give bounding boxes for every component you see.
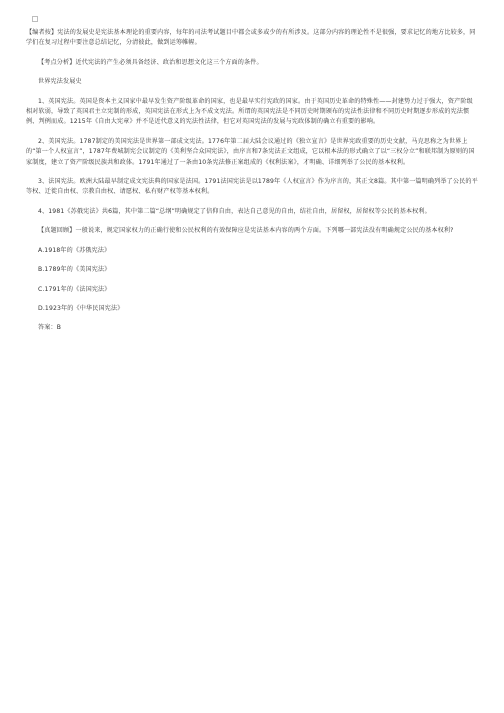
paragraph-england: 1、英国宪法。英国是资本主义国家中最早发生资产阶级革命的国家，也是最早实行宪政的国家。由于英国历史革命的特殊性——封建势力过于强大，资产阶级相对软弱，导致了英国君主立宪制的形成，英国宪法在形式上为不成文宪法。所谓的英国宪法是不同历史时期颁布的宪法性法律和不同历史时期逐步形成的宪法惯例、判例而成。1215年《自由大宪章》并不是近代意义的宪法性法律，但它对英国宪法的发展与宪政体制的确立有重要的影响。 (26, 97, 473, 126)
option-b: B.1789年的《美国宪法》 (38, 266, 111, 274)
page-corner-mark (32, 16, 38, 22)
key-point: 【考点分析】近代宪法的产生必须具备经济、政治和思想文化这三个方面的条件。 (38, 58, 263, 66)
paragraph-usa: 2、美国宪法。1787制定的美国宪法是世界第一部成文宪法。1776年第二届大陆会议通过的《独立宣言》是世界宪政重要的历史文献，马克思称之为世界上的“第一个人权宣言”，1787年费城制宪会议制定的《美利坚合众国宪法》，由序言和7条宪法正文组成，它以根本法的形式确立了以“三权分立”和联邦制为原则的国家制度，建立了资产阶级民族共和政体。1791年通过了一条由10条宪法修正案组成的《权利法案》，才明确、详细列举了公民的基本权利。 (26, 137, 475, 166)
option-d: D.1923年的《中华民国宪法》 (38, 304, 124, 312)
paragraph-soviet: 4、1981《苏俄宪法》共6篇，其中第二篇“总纲”明确规定了信仰自由，表达自己意见的自由，结社自由，居留权，居留权等公民的基本权利。 (38, 207, 431, 215)
editor-note: 【编者按】宪法的发展史是宪法基本理论的重要内容，每年的司法考试题目中都会或多或少的有所涉及。这部分内容的理论性不是很强，要求记忆的地方比较多，同学们在复习过程中要注意总结记忆，分清彼此，做到运筹帷幄。 (26, 29, 476, 47)
option-a: A.1918年的《苏俄宪法》 (38, 246, 111, 254)
answer: 答案：B (38, 324, 62, 332)
paragraph-france: 3、法国宪法。欧洲大陆最早制定成文宪法典的国家是法国。1791法国宪法是以1789年《人权宣言》作为序言的，其正文8篇。其中第一篇明确列举了公民的平等权、迁徙自由权、宗教自由权、请愿权、私有财产权等基本权利。 (26, 178, 478, 196)
section-title: 世界宪法发展史 (38, 78, 82, 86)
exam-question: 【真题回顾】一般说来，规定国家权力的正确行使和公民权利的有效保障应是宪法基本内容的两个方面。下列哪一部宪法没有明确规定公民的基本权利? (38, 227, 454, 235)
option-c: C.1791年的《法国宪法》 (38, 285, 111, 293)
